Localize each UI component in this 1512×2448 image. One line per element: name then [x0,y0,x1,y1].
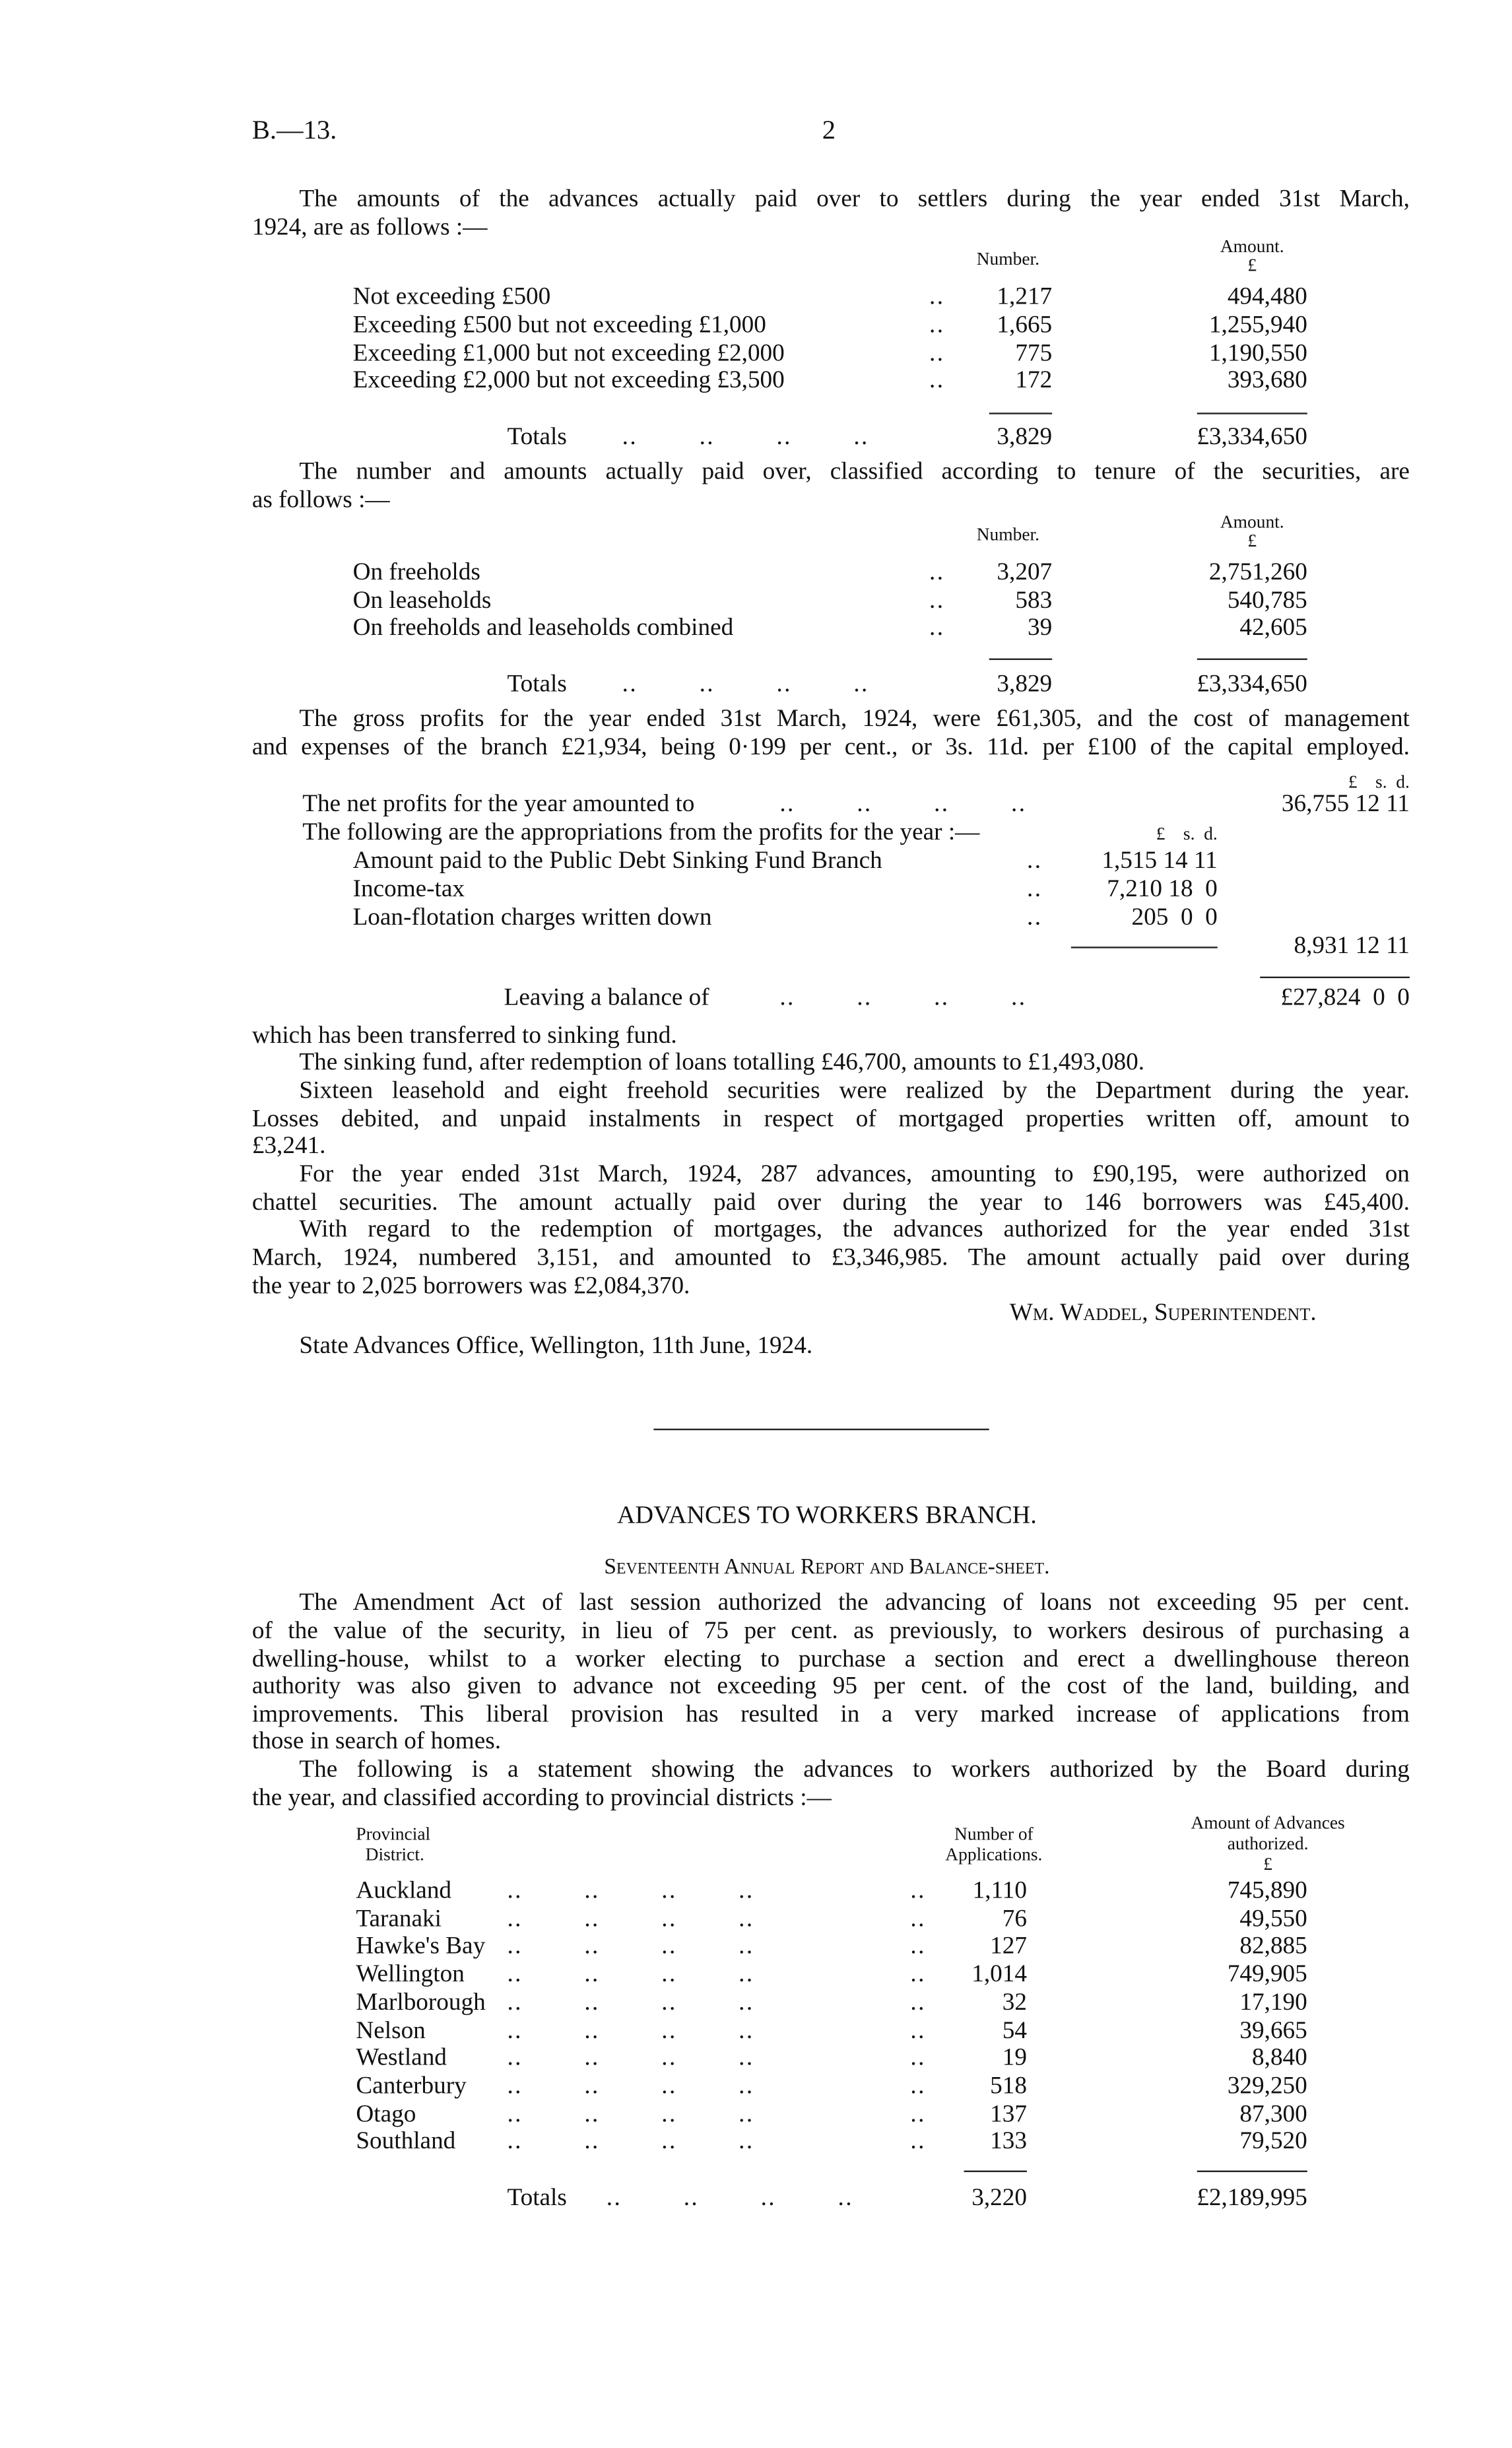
applications-count: 54 [1002,2016,1027,2044]
row-amount: 494,480 [1227,283,1307,311]
paragraph-line: Sixteen leasehold and eight freehold securities were realized by the Department during the year. [299,1077,1410,1104]
paragraph-line: The amounts of the advances actually paid over to settlers during the year ended 31st March, [299,185,1410,213]
row-number: 172 [1015,367,1053,394]
dot-leader: .. [910,1933,926,1960]
district-name: Nelson [356,2016,426,2044]
dot-leader: .. .. .. .. [507,2128,754,2156]
currency-header: £ [1247,256,1257,276]
row-label: On freeholds [352,559,480,586]
advances-amount: 39,665 [1239,2016,1307,2044]
dot-leader: .. .. .. .. [622,671,869,698]
column-header-amount: Amount. [1220,513,1284,533]
advances-amount: 8,840 [1252,2045,1307,2072]
dot-leader: .. [910,2016,926,2044]
total-amount: £2,189,995 [1197,2185,1307,2212]
row-number: 3,207 [997,559,1053,586]
paragraph-line: The following is a statement showing the advances to workers authorized by the Board during [299,1756,1410,1783]
row-number: 1,217 [997,283,1053,311]
dot-leader: .. .. .. .. [779,984,1027,1012]
balance-value: £27,824 0 0 [1280,984,1410,1012]
net-profits-label: The net profits for the year amounted to [302,791,695,818]
currency-header: £ [1247,532,1257,552]
row-amount: 2,751,260 [1208,559,1307,586]
paragraph-line: authority was also given to advance not exceeding 95 per cent. of the cost of the land, building, and [251,1672,1410,1700]
applications-count: 133 [990,2128,1027,2156]
dot-leader: .. [910,1961,926,1988]
dot-leader: .. [910,2100,926,2128]
appropriations-total: 8,931 12 11 [1294,932,1410,960]
net-profits-value: 36,755 12 11 [1281,791,1410,818]
dot-leader: .. [929,587,945,614]
district-name: Wellington [356,1961,465,1988]
paragraph-line: the year to 2,025 borrowers was £2,084,370. [251,1273,690,1300]
row-label: On freeholds and leaseholds combined [352,614,734,642]
report-reference: B.—13. [251,115,337,145]
dot-leader: .. [910,1905,926,1933]
dot-leader: .. .. .. .. [507,2016,754,2044]
dot-leader: .. .. .. .. [507,2100,754,2128]
balance-label: Leaving a balance of [504,984,709,1012]
appropriation-value: 7,210 18 0 [1107,875,1218,903]
applications-count: 76 [1002,1905,1027,1933]
dot-leader: .. .. .. .. [507,2045,754,2072]
paragraph-line: improvements. This liberal provision has resulted in a very marked increase of applications from [251,1701,1410,1728]
total-amount: £3,334,650 [1197,423,1307,451]
currency-header: £ s. d. [1348,773,1410,793]
district-name: Southland [356,2128,456,2156]
divider [1197,413,1307,414]
dot-leader: .. .. .. .. [622,423,869,451]
row-number: 1,665 [997,312,1053,339]
appropriation-label: Loan-flotation charges written down [352,904,712,931]
paragraph-line: those in search of homes. [251,1727,502,1755]
column-header-amount: authorized. [1227,1835,1309,1854]
dot-leader: .. [1026,875,1043,903]
paragraph-line: £3,241. [251,1132,326,1160]
dot-leader: .. .. .. .. [507,1905,754,1933]
dot-leader: .. [1026,904,1043,931]
row-label: Not exceeding £500 [352,283,551,311]
appropriations-label: The following are the appropriations from the profits for the year :— [302,818,980,846]
dot-leader: .. .. .. .. [779,791,1027,818]
dot-leader: .. [929,312,945,339]
divider [964,2171,1027,2172]
paragraph-line: Losses debited, and unpaid instalments in respect of mortgaged properties written off, amount to [251,1106,1410,1133]
applications-count: 127 [990,1933,1027,1960]
appropriation-value: 205 0 0 [1131,904,1218,931]
row-number: 775 [1015,340,1053,368]
district-name: Auckland [356,1877,452,1905]
advances-amount: 745,890 [1227,1877,1307,1905]
divider [1071,946,1218,948]
dot-leader: .. [910,1989,926,2016]
divider [1260,977,1410,978]
dot-leader: .. [910,1877,926,1905]
paragraph-line: For the year ended 31st March, 1924, 287 advances, amounting to £90,195, were authorized on [299,1160,1410,1188]
dot-leader: .. [929,367,945,394]
row-label: Exceeding £1,000 but not exceeding £2,000 [352,340,785,368]
district-name: Taranaki [356,1905,442,1933]
row-label: Exceeding £500 but not exceeding £1,000 [352,312,766,339]
paragraph-line: The sinking fund, after redemption of loans totalling £46,700, amounts to £1,493,080. [299,1049,1145,1076]
district-name: Westland [356,2045,447,2072]
column-header-number: Number. [976,526,1040,545]
row-amount: 393,680 [1227,367,1307,394]
paragraph-line: as follows :— [251,486,390,513]
totals-label: Totals [507,2185,567,2212]
paragraph-line: of the value of the security, in lieu of 75 per cent. as previously, to workers desirous of purchasing a [251,1617,1410,1645]
row-number: 39 [1027,614,1053,642]
total-number: 3,829 [997,671,1053,698]
applications-count: 19 [1002,2045,1027,2072]
applications-count: 32 [1002,1989,1027,2016]
paragraph-line: The gross profits for the year ended 31st March, 1924, were £61,305, and the cost of management [299,706,1410,733]
office-date-line: State Advances Office, Wellington, 11th June, 1924. [299,1332,813,1360]
advances-amount: 17,190 [1239,1989,1307,2016]
paragraph-line: The Amendment Act of last session authorized the advancing of loans not exceeding 95 per cent. [299,1589,1410,1616]
advances-amount: 749,905 [1227,1961,1307,1988]
dot-leader: .. [929,559,945,586]
dot-leader: .. [929,614,945,642]
dot-leader: .. .. .. .. [507,1933,754,1960]
totals-label: Totals [507,423,567,451]
row-amount: 540,785 [1227,587,1307,614]
column-header-district: Provincial [356,1825,431,1845]
dot-leader: .. [1026,847,1043,875]
paragraph-line: chattel securities. The amount actually paid over during the year to 146 borrowers was £45,400. [251,1189,1410,1216]
dot-leader: .. .. .. .. [606,2185,853,2212]
signature: Wm. Waddel, Superintendent. [1009,1299,1317,1327]
dot-leader: .. [910,2072,926,2100]
divider [989,413,1052,414]
advances-amount: 329,250 [1227,2072,1307,2100]
dot-leader: .. [910,2128,926,2156]
column-header-amount: Amount. [1220,238,1284,257]
appropriation-label: Amount paid to the Public Debt Sinking Fund Branch [352,847,882,875]
row-amount: 1,190,550 [1208,340,1307,368]
section-divider [653,1429,989,1430]
currency-header: £ s. d. [1156,825,1218,845]
paragraph-line: which has been transferred to sinking fund. [251,1022,677,1049]
advances-amount: 79,520 [1239,2128,1307,2156]
totals-label: Totals [507,671,567,698]
appropriation-value: 1,515 14 11 [1101,847,1218,875]
paragraph-line: and expenses of the branch £21,934, being 0·199 per cent., or 3s. 11d. per £100 of the capital employed. [251,734,1410,761]
column-header-amount: Amount of Advances [1191,1814,1345,1834]
dot-leader: .. .. .. .. [507,1961,754,1988]
divider [1197,2171,1307,2172]
applications-count: 518 [990,2072,1027,2100]
district-name: Hawke's Bay [356,1933,486,1960]
total-number: 3,220 [971,2185,1027,2212]
paragraph-line: 1924, are as follows :— [251,214,488,242]
district-name: Canterbury [356,2072,467,2100]
paragraph-line: The number and amounts actually paid over, classified according to tenure of the securities, are [299,458,1410,486]
row-number: 583 [1015,587,1053,614]
dot-leader: .. .. .. .. [507,1877,754,1905]
paragraph-line: With regard to the redemption of mortgages, the advances authorized for the year ended 31st [299,1216,1410,1243]
district-name: Otago [356,2100,416,2128]
advances-amount: 82,885 [1239,1933,1307,1960]
dot-leader: .. [910,2045,926,2072]
page-number: 2 [822,115,836,145]
appropriation-label: Income-tax [352,875,465,903]
paragraph-line: March, 1924, numbered 3,151, and amounted to £3,346,985. The amount actually paid over during [251,1244,1410,1271]
advances-amount: 87,300 [1239,2100,1307,2128]
district-name: Marlborough [356,1989,486,2016]
row-amount: 42,605 [1239,614,1307,642]
row-amount: 1,255,940 [1208,312,1307,339]
divider [1197,659,1307,660]
paragraph-line: dwelling-house, whilst to a worker electing to purchase a section and erect a dwellinghouse thereon [251,1645,1410,1673]
applications-count: 1,110 [972,1877,1027,1905]
dot-leader: .. [929,340,945,368]
column-header-number: Applications. [945,1845,1043,1865]
total-amount: £3,334,650 [1197,671,1307,698]
section-title: ADVANCES TO WORKERS BRANCH. [616,1502,1037,1530]
column-header-district: District. [365,1845,424,1865]
row-label: On leaseholds [352,587,492,614]
dot-leader: .. .. .. .. [507,2072,754,2100]
advances-amount: 49,550 [1239,1905,1307,1933]
section-subtitle: Seventeenth Annual Report and Balance-sheet. [604,1556,1050,1580]
applications-count: 137 [990,2100,1027,2128]
dot-leader: .. .. .. .. [507,1989,754,2016]
column-header-number: Number of [954,1825,1034,1845]
row-label: Exceeding £2,000 but not exceeding £3,500 [352,367,785,394]
paragraph-line: the year, and classified according to provincial districts :— [251,1784,832,1812]
dot-leader: .. [929,283,945,311]
column-header-amount: £ [1263,1855,1272,1874]
total-number: 3,829 [997,423,1053,451]
divider [989,659,1052,660]
column-header-number: Number. [976,250,1040,270]
applications-count: 1,014 [971,1961,1027,1988]
